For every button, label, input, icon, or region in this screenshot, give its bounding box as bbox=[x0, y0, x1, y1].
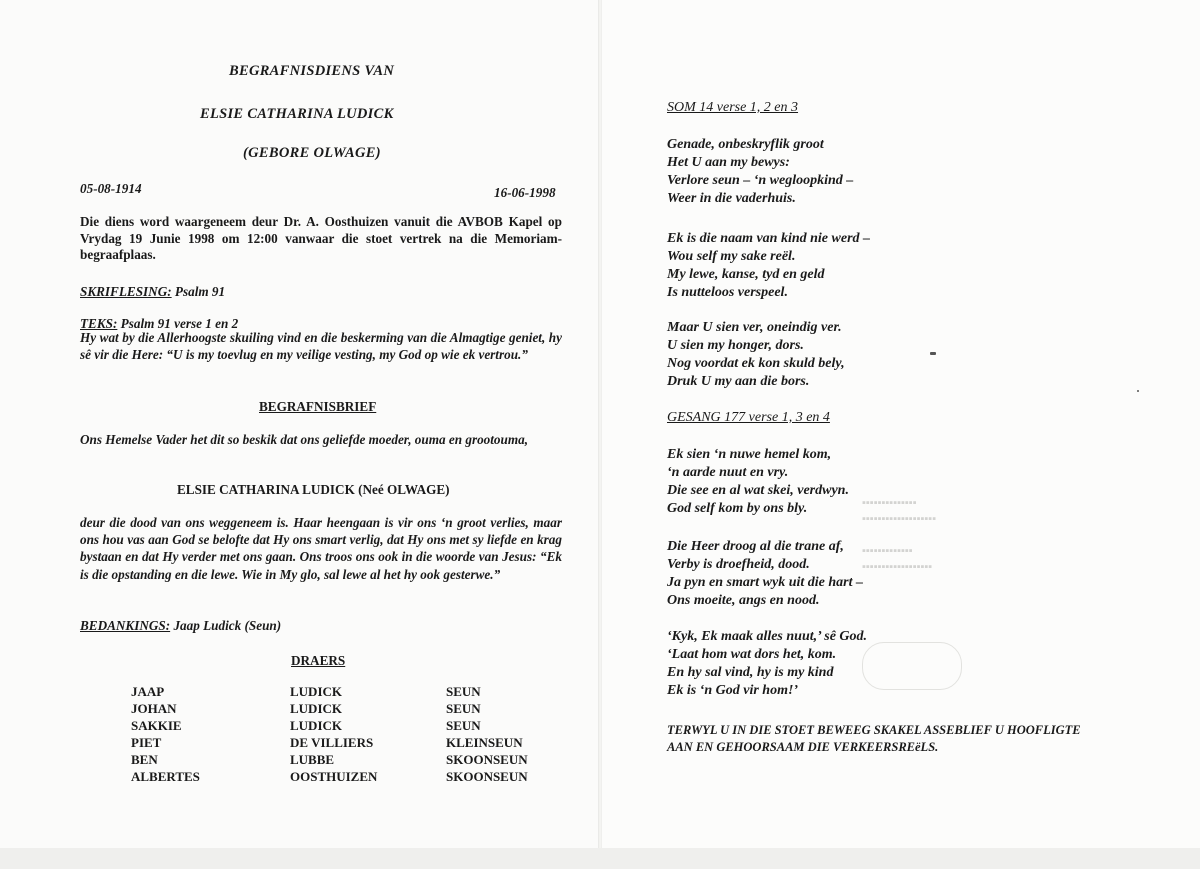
verse-line: ‘Kyk, Ek maak alles nuut,’ sê God. bbox=[667, 629, 868, 644]
bearer-relation: SKOONSEUN bbox=[446, 769, 528, 784]
bearers-first-names bbox=[131, 683, 200, 785]
verse-line: ‘n aarde nuut en vry. bbox=[667, 465, 789, 480]
thanks-value: Jaap Ludick (Seun) bbox=[173, 618, 282, 633]
scripture-label: SKRIFLESING: bbox=[80, 284, 172, 299]
bearer-relation: SEUN bbox=[446, 718, 481, 733]
bearer-first: ALBERTES bbox=[131, 769, 200, 784]
bearer-first: PIET bbox=[131, 735, 162, 750]
show-through-mark: ▪▪▪▪▪▪▪▪▪▪▪▪▪▪▪▪▪▪ bbox=[862, 561, 933, 573]
verse-line: My lewe, kanse, tyd en geld bbox=[667, 267, 825, 282]
song2-title: GESANG 177 verse 1, 3 en 4 bbox=[667, 410, 830, 425]
verse-line: En hy sal vind, hy is my kind bbox=[667, 665, 834, 680]
verse-line: Verby is droefheid, dood. bbox=[667, 557, 810, 572]
verse-line: Is nutteloos verspeel. bbox=[667, 285, 788, 300]
bearer-last: OOSTHUIZEN bbox=[290, 769, 378, 784]
bearers-relations bbox=[446, 683, 528, 785]
letter-intro: Ons Hemelse Vader het dit so beskik dat ons geliefde moeder, ouma en grootouma, bbox=[80, 432, 529, 447]
song2-stanza bbox=[667, 628, 867, 700]
verse-line: Genade, onbeskryflik groot bbox=[667, 137, 824, 152]
bearer-first: JAAP bbox=[131, 684, 165, 699]
song1-stanza bbox=[667, 319, 845, 391]
song2-stanza bbox=[667, 446, 849, 518]
show-through-mark: ▪▪▪▪▪▪▪▪▪▪▪▪▪▪ bbox=[862, 497, 917, 509]
thanks-label: BEDANKINGS: bbox=[80, 618, 171, 633]
thanks bbox=[80, 618, 281, 634]
verse-line: Wou self my sake reël. bbox=[667, 249, 796, 264]
traffic-notice: TERWYL U IN DIE STOET BEWEEG SKAKEL ASSEBLIEF U HOOFLIGTE AAN EN GEHOORSAAM DIE VERKEERSREëLS. bbox=[667, 723, 1081, 754]
verse-line: Ja pyn en smart wyk uit die hart – bbox=[667, 575, 864, 590]
bearers-surnames bbox=[290, 683, 377, 785]
verse-line: ‘Laat hom wat dors het, kom. bbox=[667, 647, 837, 662]
text-label: TEKS: bbox=[80, 316, 118, 331]
show-through-mark: ▪▪▪▪▪▪▪▪▪▪▪▪▪▪▪▪▪▪▪ bbox=[862, 513, 937, 525]
paper-speck bbox=[930, 352, 936, 355]
letter-heading: BEGRAFNISBRIEF bbox=[259, 399, 377, 414]
bearer-first: BEN bbox=[131, 752, 158, 767]
date-of-death: 16-06-1998 bbox=[494, 185, 556, 200]
paper-edge bbox=[0, 848, 1200, 869]
verse-line: Maar U sien ver, oneindig ver. bbox=[667, 320, 842, 335]
bearer-relation: SEUN bbox=[446, 701, 481, 716]
song1-stanza bbox=[667, 230, 870, 302]
verse-line: Nog voordat ek kon skuld bely, bbox=[667, 356, 845, 371]
verse-line: God self kom by ons bly. bbox=[667, 501, 808, 516]
verse-line: Het U aan my bewys: bbox=[667, 155, 790, 170]
bearer-first: SAKKIE bbox=[131, 718, 182, 733]
letter-name: ELSIE CATHARINA LUDICK (Neé OLWAGE) bbox=[177, 482, 450, 497]
bearer-last: LUBBE bbox=[290, 752, 335, 767]
bearer-first: JOHAN bbox=[131, 701, 177, 716]
scripture-reading bbox=[80, 284, 225, 300]
verse-line: Ons moeite, angs en nood. bbox=[667, 593, 820, 608]
text-ref: Psalm 91 verse 1 en 2 bbox=[120, 316, 239, 331]
bearer-last: DE VILLIERS bbox=[290, 735, 374, 750]
paper-speck bbox=[1137, 390, 1139, 392]
verse-line: Verlore seun – ‘n wegloopkind – bbox=[667, 173, 854, 188]
verse-line: U sien my honger, dors. bbox=[667, 338, 804, 353]
bearer-last: LUDICK bbox=[290, 701, 343, 716]
page-fold bbox=[598, 0, 602, 869]
verse-line: Druk U my aan die bors. bbox=[667, 374, 810, 389]
song1-title: SOM 14 verse 1, 2 en 3 bbox=[667, 100, 799, 115]
verse-line: Ek sien ‘n nuwe hemel kom, bbox=[667, 447, 832, 462]
verse-line: Ek is ‘n God vir hom!’ bbox=[667, 683, 799, 698]
show-through-logo bbox=[862, 642, 962, 690]
deceased-name: ELSIE CATHARINA LUDICK bbox=[200, 106, 394, 122]
service-title: BEGRAFNISDIENS VAN bbox=[229, 63, 395, 79]
song1-stanza bbox=[667, 136, 853, 208]
verse-line: Die Heer droog al die trane af, bbox=[667, 539, 844, 554]
song2-stanza bbox=[667, 538, 863, 610]
bearer-last: LUDICK bbox=[290, 718, 343, 733]
text-body: Hy wat by die Allerhoogste skuiling vind en die beskerming van die Almagtige geniet, hy sê vir die Here: “U is my toevlug en my veilige vesting, my God op wie ek vertrou.” bbox=[80, 330, 562, 362]
show-through-mark: ▪▪▪▪▪▪▪▪▪▪▪▪▪ bbox=[862, 545, 913, 557]
letter-body: deur die dood van ons weggeneem is. Haar heengaan is vir ons ‘n groot verlies, maar ons hou vas aan God se belofte dat Hy ons smart verlig, dat Hy ons met sy liefde en krag bystaan en dat Hy verder met ons gaan. Ons troos ons ook in die woorde van Jesus: “Ek is die opstanding en die lewe. Wie in My glo, sal lewe al het hy ook gesterwe.” bbox=[80, 515, 562, 582]
bearers-heading: DRAERS bbox=[291, 653, 346, 668]
bearer-relation: SKOONSEUN bbox=[446, 752, 528, 767]
bearer-relation: KLEINSEUN bbox=[446, 735, 523, 750]
bearer-relation: SEUN bbox=[446, 684, 481, 699]
verse-line: Ek is die naam van kind nie werd – bbox=[667, 231, 871, 246]
service-details: Die diens word waargeneem deur Dr. A. Oosthuizen vanuit die AVBOB Kapel op Vrydag 19 Junie 1998 om 12:00 vanwaar die stoet vertrek na die Memoriam-begraafplaas. bbox=[80, 214, 562, 262]
verse-line: Die see en al wat skei, verdwyn. bbox=[667, 483, 849, 498]
verse-line: Weer in die vaderhuis. bbox=[667, 191, 796, 206]
scripture-value: Psalm 91 bbox=[174, 284, 226, 299]
maiden-name: (GEBORE OLWAGE) bbox=[243, 145, 381, 161]
date-of-birth: 05-08-1914 bbox=[80, 181, 142, 196]
bearer-last: LUDICK bbox=[290, 684, 343, 699]
